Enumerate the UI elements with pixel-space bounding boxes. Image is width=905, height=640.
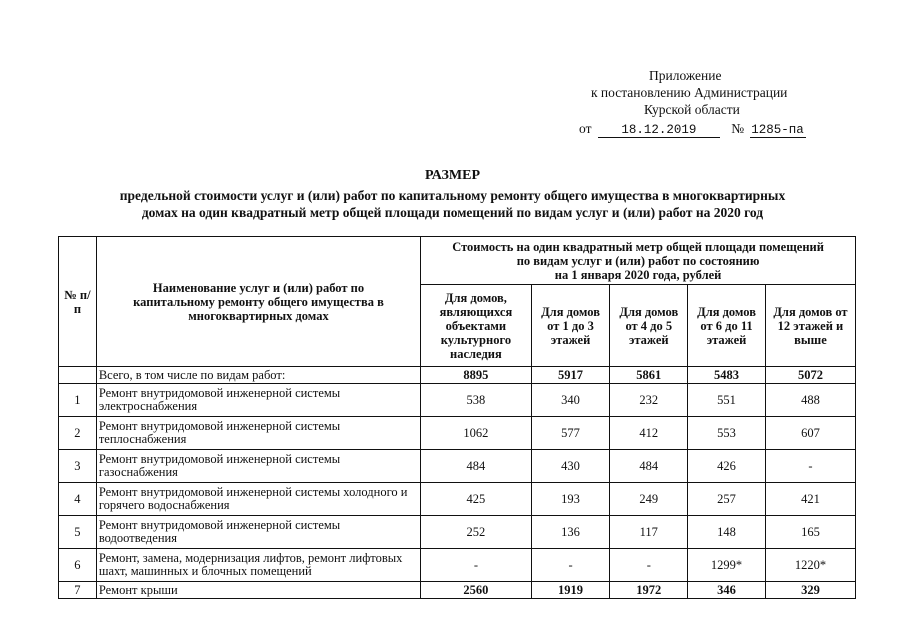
row-value: 232: [610, 384, 688, 417]
row-no: 5: [59, 516, 97, 549]
header-col-1-3: Для домов от 1 до 3 этажей: [531, 285, 610, 367]
table-row-total: [59, 367, 856, 384]
table-row: [59, 516, 856, 549]
row-value: 430: [531, 450, 610, 483]
header-cost-line-3: на 1 января 2020 года, рублей: [554, 267, 722, 282]
title-subtitle-2: домах на один квадратный метр общей площади помещений по видам услуг и (или) работ на 2020 год: [141, 205, 764, 220]
row-value: 257: [688, 483, 766, 516]
row-name: Ремонт внутридомовой инженерной системы теплоснабжения: [96, 417, 420, 450]
header-cost-line-2: по видам услуг и (или) работ по состоянию: [516, 253, 760, 268]
header-no: № п/п: [59, 237, 97, 367]
header-name: Наименование услуг и (или) работ по капитальному ремонту общего имущества в многоквартирных домах: [96, 237, 420, 367]
appendix-line-2: к постановлению Администрации: [591, 85, 788, 100]
row-value: 553: [688, 417, 766, 450]
row-value: 148: [688, 516, 766, 549]
appendix-line-3: Курской области: [644, 102, 740, 117]
row-value: 193: [531, 483, 610, 516]
row-value: 329: [765, 582, 855, 599]
header-col-12plus: Для домов от 12 этажей и выше: [765, 285, 855, 367]
row-value: 117: [610, 516, 688, 549]
row-value: 484: [421, 450, 531, 483]
appendix-line-1: Приложение: [649, 68, 722, 83]
document-number: 1285-па: [751, 123, 804, 137]
row-value: 165: [765, 516, 855, 549]
row-value: 340: [531, 384, 610, 417]
row-no: 7: [59, 582, 97, 599]
row-value: 425: [421, 483, 531, 516]
header-col-6-11: Для домов от 6 до 11 этажей: [688, 285, 766, 367]
row-value: -: [610, 549, 688, 582]
total-no-cell: [59, 367, 97, 384]
total-value: 8895: [421, 367, 531, 384]
row-value: 488: [765, 384, 855, 417]
row-name: Ремонт, замена, модернизация лифтов, ремонт лифтовых шахт, машинных и блочных помещений: [96, 549, 420, 582]
number-label: №: [731, 121, 745, 136]
row-value: 607: [765, 417, 855, 450]
row-no: 4: [59, 483, 97, 516]
appendix-block: [0, 0, 905, 140]
row-value: 252: [421, 516, 531, 549]
document-date: 18.12.2019: [598, 124, 720, 138]
row-value: 412: [610, 417, 688, 450]
row-name: Ремонт внутридомовой инженерной системы электроснабжения: [96, 384, 420, 417]
row-value: -: [531, 549, 610, 582]
table-row: [59, 549, 856, 582]
from-label: от: [579, 121, 592, 136]
appendix-date-line: [579, 120, 806, 138]
table-row: [59, 417, 856, 450]
header-cost-group: [421, 237, 856, 285]
table-row: [59, 582, 856, 599]
total-value: 5072: [765, 367, 855, 384]
table-row: [59, 483, 856, 516]
row-value: 346: [688, 582, 766, 599]
total-name: Всего, в том числе по видам работ:: [96, 367, 420, 384]
row-value: 249: [610, 483, 688, 516]
header-col-heritage: Для домов, являющихся объектами культурного наследия: [421, 285, 531, 367]
total-value: 5917: [531, 367, 610, 384]
row-value: 484: [610, 450, 688, 483]
table-row: [59, 450, 856, 483]
row-no: 1: [59, 384, 97, 417]
row-value: 1299*: [688, 549, 766, 582]
cost-table: [58, 236, 856, 599]
row-name: Ремонт внутридомовой инженерной системы водоотведения: [96, 516, 420, 549]
total-value: 5483: [688, 367, 766, 384]
row-no: 6: [59, 549, 97, 582]
header-cost-line-1: Стоимость на один квадратный метр общей площади помещений: [452, 239, 824, 254]
row-name: Ремонт внутридомовой инженерной системы холодного и горячего водоснабжения: [96, 483, 420, 516]
row-value: 1062: [421, 417, 531, 450]
row-no: 2: [59, 417, 97, 450]
row-value: 1919: [531, 582, 610, 599]
title-heading: РАЗМЕР: [424, 168, 480, 183]
row-name: Ремонт крыши: [96, 582, 420, 599]
row-value: 538: [421, 384, 531, 417]
row-value: 577: [531, 417, 610, 450]
table-row: [59, 384, 856, 417]
row-value: -: [765, 450, 855, 483]
row-value: -: [421, 549, 531, 582]
row-value: 421: [765, 483, 855, 516]
row-no: 3: [59, 450, 97, 483]
row-name: Ремонт внутридомовой инженерной системы газоснабжения: [96, 450, 420, 483]
row-value: 551: [688, 384, 766, 417]
row-value: 136: [531, 516, 610, 549]
total-value: 5861: [610, 367, 688, 384]
title-subtitle-1: предельной стоимости услуг и (или) работ по капитальному ремонту общего имущества в многоквартирных: [119, 188, 786, 203]
row-value: 1972: [610, 582, 688, 599]
document-title: [0, 168, 905, 221]
row-value: 1220*: [765, 549, 855, 582]
row-value: 2560: [421, 582, 531, 599]
row-value: 426: [688, 450, 766, 483]
header-col-4-5: Для домов от 4 до 5 этажей: [610, 285, 688, 367]
